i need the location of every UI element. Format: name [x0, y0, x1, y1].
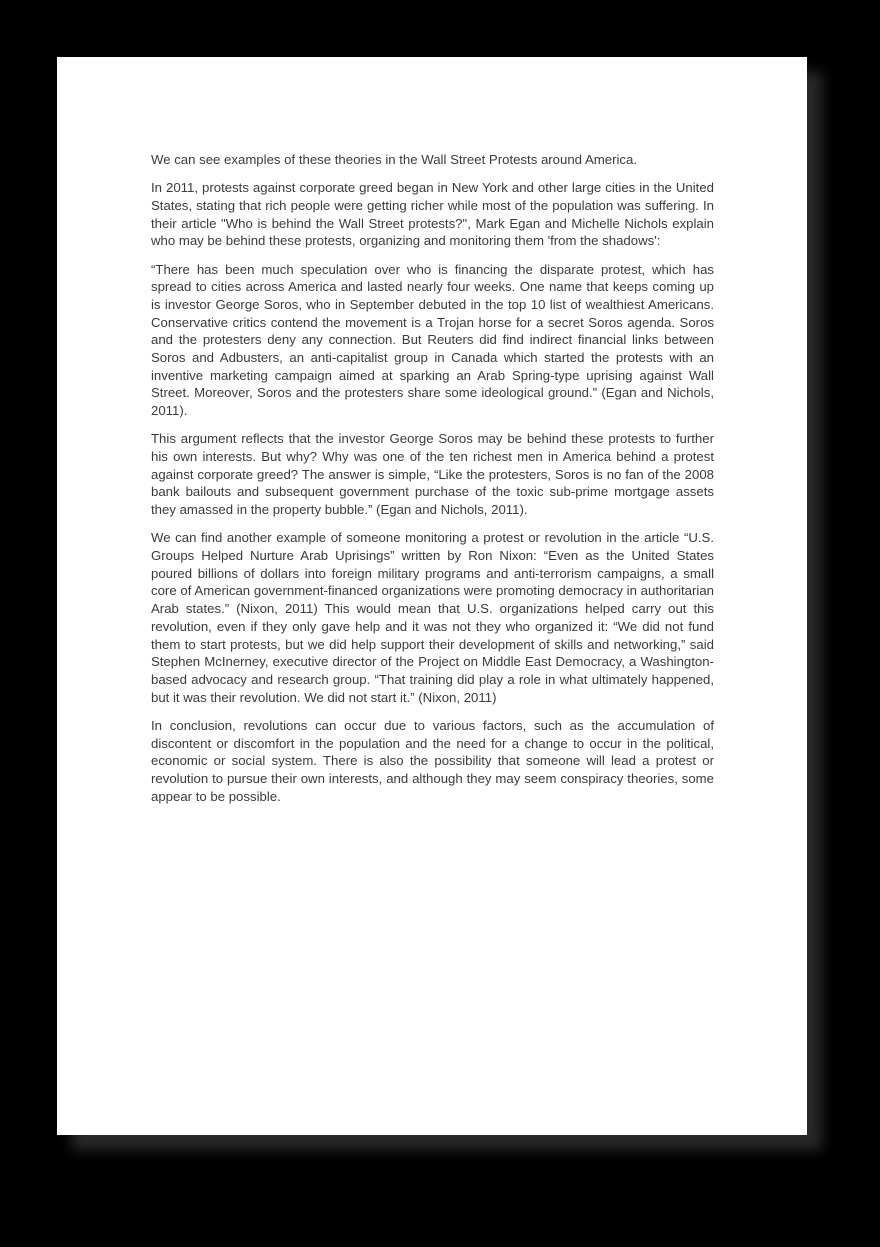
paragraph-intro: We can see examples of these theories in the Wall Street Protests around America. — [151, 152, 637, 167]
paragraph-analysis: This argument reflects that the investor George Soros may be behind these protests to further his own interests. But why? Why was one of the ten richest men in America behind a protest against corporate greed? The answer is simple, “Like the protesters, Soros is no fan of the 2008 bank bailouts and subsequent government purchase of the toxic sub-prime mortgage assets they amassed in the property bubble.” (Egan and Nichols, 2011). — [151, 431, 714, 518]
paragraph-conclusion: In conclusion, revolutions can occur due to various factors, such as the accumulation of discontent or discomfort in the population and the need for a change to occur in the political, economic or social system. There is also the possibility that someone will lead a protest or revolution to pursue their own interests, and although they may seem conspiracy theories, some appear to be possible. — [151, 717, 714, 804]
paragraph-nixon: We can find another example of someone monitoring a protest or revolution in the article “U.S. Groups Helped Nurture Arab Uprisings” written by Ron Nixon: “Even as the United States poured billions of dollars into foreign military programs and anti-terrorism campaigns, a small core of American government-financed organizations were promoting democracy in authoritarian Arab states.” (Nixon, 2011) This would mean that U.S. organizations helped carry out this revolution, even if they only gave help and it was not they who organized it: “We did not fund them to start protests, but we did help support their development of skills and networking,” said Stephen McInerney, executive director of the Project on Middle East Democracy, a Washington-based advocacy and research group. “That training did play a role in what ultimately happened, but it was their revolution. We did not start it.” (Nixon, 2011) — [151, 530, 714, 705]
document-page — [57, 57, 807, 1135]
paragraph-quote-egan: “There has been much speculation over who is financing the disparate protest, which has spread to cities across America and lasted nearly four weeks. One name that keeps coming up is investor George Soros, who in September debuted in the top 10 list of wealthiest Americans. Conservative critics contend the movement is a Trojan horse for a secret Soros agenda. Soros and the protesters deny any connection. But Reuters did find indirect financial links between Soros and Adbusters, an anti-capitalist group in Canada which started the protests with an inventive marketing campaign aimed at sparking an Arab Spring-type uprising against Wall Street. Moreover, Soros and the protesters share some ideological ground.” (Egan and Nichols, 2011). — [151, 261, 714, 419]
page-content — [57, 57, 807, 805]
paragraph-context: In 2011, protests against corporate greed began in New York and other large cities in the United States, stating that rich people were getting richer while most of the population was suffering. In their article "Who is behind the Wall Street protests?", Mark Egan and Michelle Nichols explain who may be behind these protests, organizing and monitoring them 'from the shadows': — [151, 180, 714, 249]
